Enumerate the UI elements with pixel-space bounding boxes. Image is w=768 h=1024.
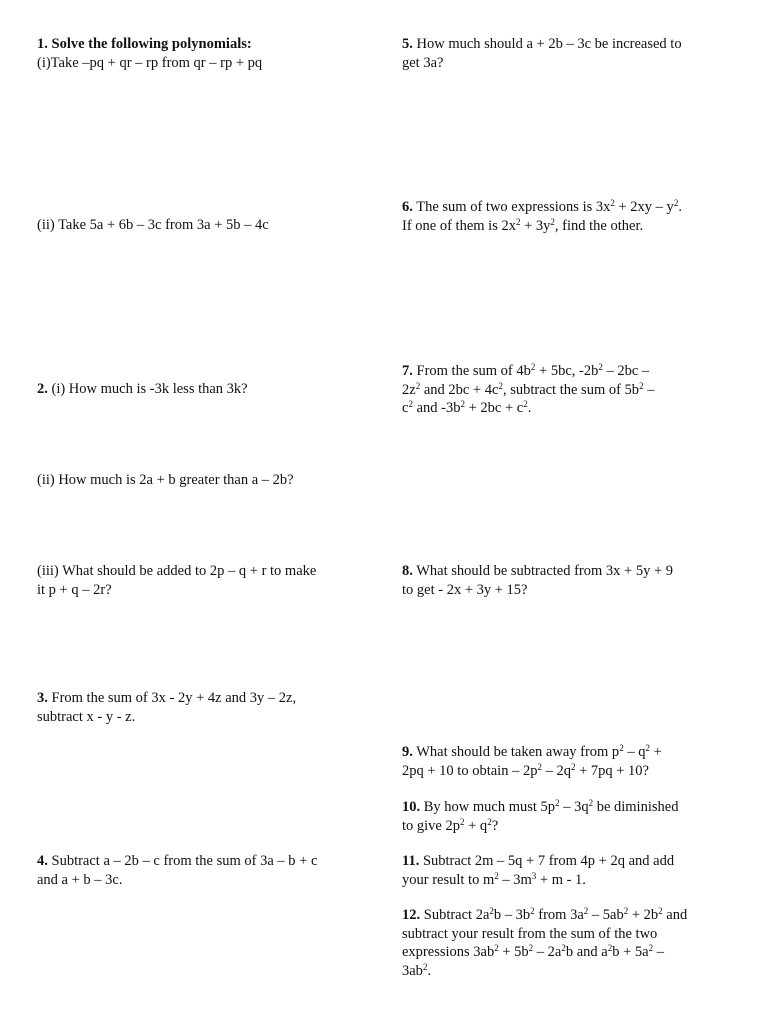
question-text-line-1: How much should a + 2b – 3c be increased to [416,36,682,52]
question-text: (ii) How much is 2a + b greater than a – 2b? [37,472,294,488]
question-10 [402,798,678,835]
question-text-line-1: Subtract a – 2b – c from the sum of 3a – b + c [51,853,318,869]
question-2-part-ii [37,471,294,490]
question-1-part-i: (i)Take –pq + qr – rp from qr – rp + pq [37,54,263,71]
question-text-line-2: to give $2p^2 + q^2$? [402,816,499,834]
question-number: 4. [37,853,48,869]
question-text-line-2: and a + b – 3c. [37,871,123,888]
question-number: 11. [402,853,420,869]
question-7 [402,362,654,418]
question-text-line-1: Subtract $2a^2b - 3b^2$ from $3a^2 - 5ab^2 + 2b^2$ and [423,906,688,923]
question-number: 2. [37,381,48,397]
question-text-line-1: What should be subtracted from 3x + 5y + 9 [416,563,674,579]
question-1-heading: Solve the following polynomials: [51,36,252,52]
question-text-line-1: The sum of two expressions is $3x^2 + 2xy - y^2$. [416,198,682,215]
question-text-line-2: your result to $m^2 - 3m^3 + m - 1$. [402,870,586,888]
question-number: 5. [402,36,413,52]
question-text-line-2: it p + q – 2r? [37,581,112,598]
question-1-part-ii [37,216,269,235]
question-text-line-2: subtract your result from the sum of the two [402,925,658,942]
question-9 [402,743,662,780]
question-number: 9. [402,744,413,760]
question-text-line-2: $2z^2$ and $2bc + 4c^2$, subtract the sum of $5b^2$ – [402,380,655,398]
question-text-line-2: 2pq + 10 to obtain – $2p^2 - 2q^2 + 7pq + 10$? [402,761,649,779]
question-1-heading-line [37,35,262,54]
question-text-line-1: From the sum of 3x - 2y + 4z and 3y – 2z, [51,690,297,706]
question-3 [37,689,296,726]
question-text-line-1: (iii) What should be added to 2p – q + r to make [37,563,317,579]
question-number: 6. [402,199,413,215]
question-text-line-2: get 3a? [402,54,444,71]
question-2-part-i: (i) How much is -3k less than 3k? [51,381,248,397]
question-2-part-iii [37,562,316,599]
question-text-line-1: From the sum of $4b^2 + 5bc$, $-2b^2 - 2bc$ – [416,362,650,379]
question-2 [37,380,248,399]
question-8 [402,562,673,599]
question-text-line-1: What should be taken away from $p^2 - q^2$ + [416,743,662,760]
question-5 [402,35,682,72]
question-12 [402,906,687,980]
question-number: 1. [37,36,48,52]
question-number: 8. [402,563,413,579]
question-11 [402,852,674,889]
question-4 [37,852,317,889]
question-number: 12. [402,907,421,923]
question-1 [37,35,262,72]
question-text-line-2: to get - 2x + 3y + 15? [402,581,528,598]
question-text-line-4: $3ab^2$. [402,961,432,979]
question-text-line-1: Subtract 2m – 5q + 7 from 4p + 2q and add [422,853,675,869]
question-number: 7. [402,363,413,379]
question-text-line-2: subtract x - y - z. [37,708,136,725]
question-text: (ii) Take 5a + 6b – 3c from 3a + 5b – 4c [37,217,269,233]
question-text-line-3: expressions $3ab^2 + 5b^2 - 2a^2b$ and $a^2b + 5a^2$ – [402,943,664,960]
question-text-line-1: By how much must $5p^2 - 3q^2$ be diminished [423,798,679,815]
question-text-line-2: If one of them is $2x^2 + 3y^2$, find the other. [402,216,644,234]
question-number: 10. [402,799,421,815]
question-6 [402,198,682,235]
question-number: 3. [37,690,48,706]
question-text-line-3: $c^2$ and $-3b^2 + 2bc + c^2$. [402,399,532,416]
